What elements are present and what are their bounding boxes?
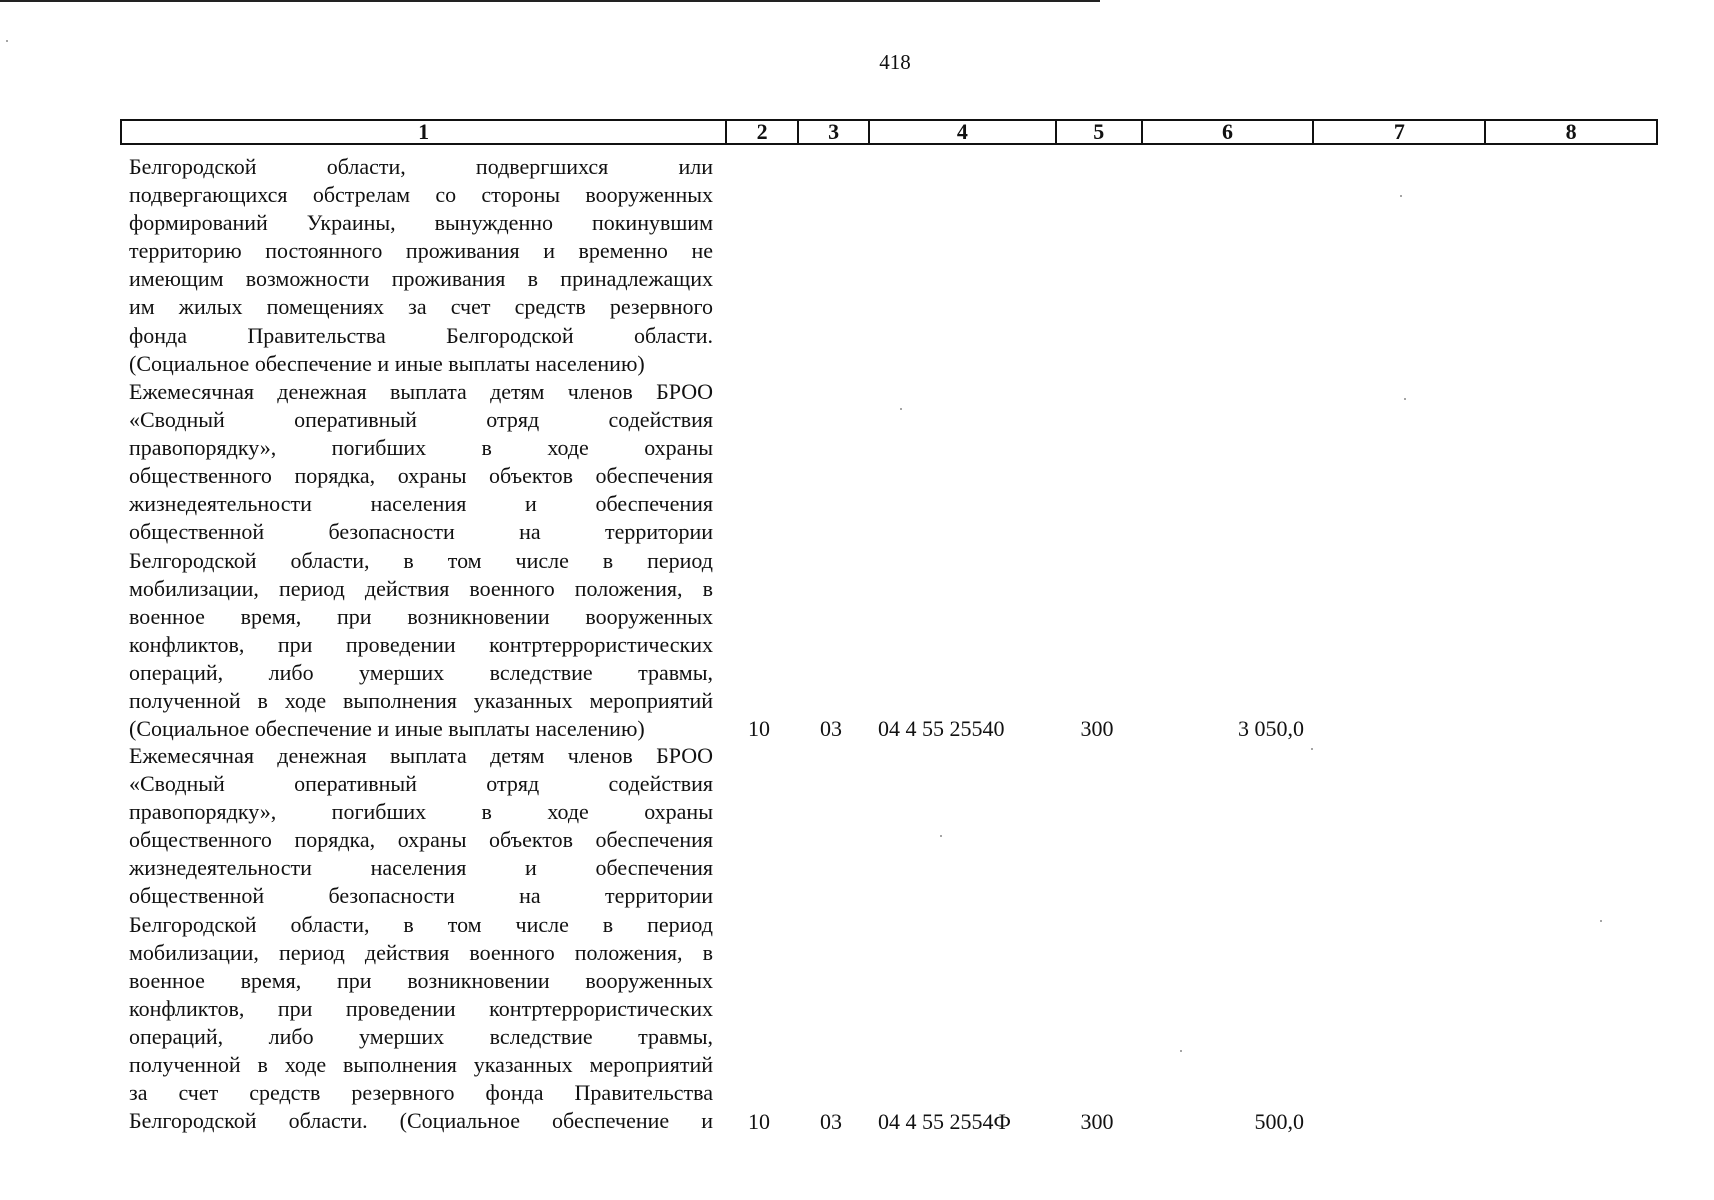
row-1-amount: 3 050,0 — [1238, 716, 1304, 741]
desc-line: конфликтов, при проведении контртеррористических — [129, 631, 713, 657]
desc-line: формирований Украины, вынужденно покинувшим — [129, 210, 713, 236]
scan-speck — [1600, 920, 1602, 922]
scan-speck — [1404, 398, 1406, 400]
desc-line: военное время, при возникновении вооруженных — [129, 603, 713, 629]
desc-line: общественного порядка, охраны объектов обеспечения — [129, 827, 713, 853]
desc-line: подвергающихся обстрелам со стороны вооруженных — [129, 182, 713, 208]
desc-line: общественной безопасности на территории — [129, 883, 713, 909]
header-col-1: 1 — [122, 121, 727, 143]
desc-line: операций, либо умерших вследствие травмы, — [129, 659, 713, 685]
desc-line: территорию постоянного проживания и временно не — [129, 238, 713, 264]
desc-line: операций, либо умерших вследствие травмы, — [129, 1023, 713, 1049]
desc-line: общественного порядка, охраны объектов обеспечения — [129, 463, 713, 489]
desc-line: Ежемесячная денежная выплата детям членов БРОО — [129, 379, 713, 404]
desc-line: жизнедеятельности населения и обеспечения — [129, 855, 713, 881]
page-number: 418 — [879, 50, 911, 74]
desc-line: Белгородской области, в том числе в период — [129, 547, 713, 573]
desc-line: правопорядку», погибших в ходе охраны — [129, 435, 713, 461]
scan-speck — [1400, 195, 1402, 197]
row-2-description — [129, 742, 713, 1135]
desc-line: военное время, при возникновении вооруженных — [129, 967, 713, 993]
header-col-3: 3 — [799, 121, 870, 143]
row-1-section: 10 — [748, 716, 770, 741]
row-2-target-article: 04 4 55 2554Ф — [878, 1109, 1011, 1134]
scan-speck — [940, 835, 942, 837]
desc-line: жизнедеятельности населения и обеспечения — [129, 491, 713, 517]
desc-line: полученной в ходе выполнения указанных мероприятий — [129, 688, 713, 714]
desc-line: полученной в ходе выполнения указанных мероприятий — [129, 1052, 713, 1078]
scan-speck — [900, 408, 902, 410]
desc-line: Белгородской области. (Социальное обеспечение и — [129, 1108, 713, 1134]
header-col-2: 2 — [727, 121, 799, 143]
table-header-row — [120, 119, 1658, 145]
desc-line: им жилых помещениях за счет средств резервного — [129, 294, 713, 320]
top-rule — [0, 0, 1100, 2]
continuation-description — [129, 153, 713, 378]
scan-speck — [1180, 1050, 1182, 1052]
desc-line: мобилизации, период действия военного положения, в — [129, 575, 713, 601]
desc-line: Белгородской области, подвергшихся или — [129, 154, 713, 179]
desc-line: имеющим возможности проживания в принадлежащих — [129, 266, 713, 292]
desc-line: «Сводный оперативный отряд содействия — [129, 771, 713, 797]
row-1-subsection: 03 — [820, 716, 842, 741]
desc-line: Ежемесячная денежная выплата детям членов БРОО — [129, 743, 713, 768]
desc-line: фонда Правительства Белгородской области. — [129, 322, 713, 348]
header-col-4: 4 — [870, 121, 1057, 143]
desc-line: за счет средств резервного фонда Правительства — [129, 1080, 713, 1106]
header-col-7: 7 — [1314, 121, 1486, 143]
header-col-5: 5 — [1057, 121, 1143, 143]
row-1-target-article: 04 4 55 25540 — [878, 716, 1005, 741]
header-col-8: 8 — [1486, 121, 1658, 143]
scan-speck — [1311, 748, 1313, 750]
desc-line: «Сводный оперативный отряд содействия — [129, 407, 713, 433]
row-1-description — [129, 378, 713, 743]
header-col-6: 6 — [1143, 121, 1315, 143]
row-2-amount: 500,0 — [1254, 1109, 1304, 1134]
desc-line: конфликтов, при проведении контртеррористических — [129, 995, 713, 1021]
desc-line: (Социальное обеспечение и иные выплаты населению) — [129, 350, 645, 376]
row-2-section: 10 — [748, 1109, 770, 1134]
desc-line: (Социальное обеспечение и иные выплаты населению) — [129, 716, 645, 742]
desc-line: мобилизации, период действия военного положения, в — [129, 939, 713, 965]
row-2-subsection: 03 — [820, 1109, 842, 1134]
desc-line: Белгородской области, в том числе в период — [129, 911, 713, 937]
scan-speck — [6, 40, 8, 42]
row-1-expense-type: 300 — [1080, 716, 1114, 741]
row-2-expense-type: 300 — [1080, 1109, 1114, 1134]
desc-line: правопорядку», погибших в ходе охраны — [129, 799, 713, 825]
desc-line: общественной безопасности на территории — [129, 519, 713, 545]
